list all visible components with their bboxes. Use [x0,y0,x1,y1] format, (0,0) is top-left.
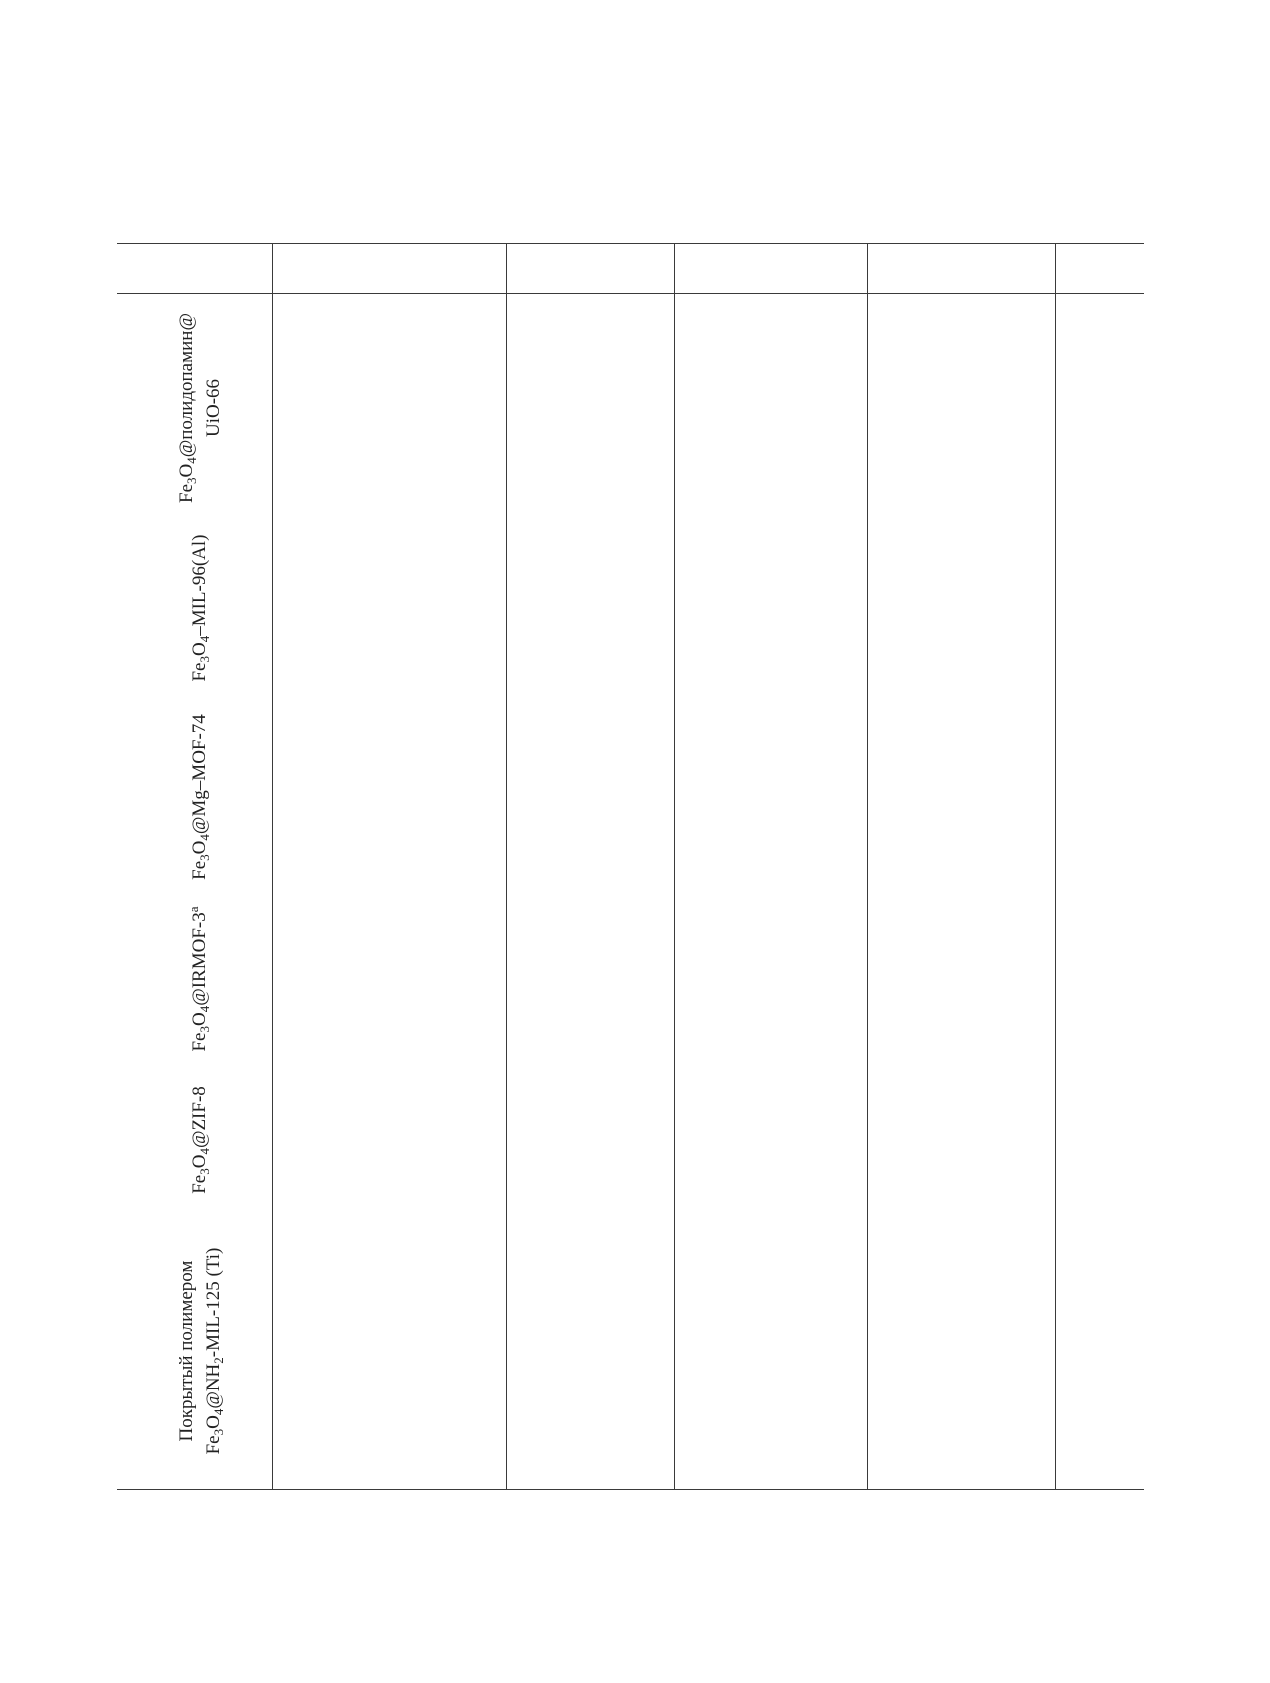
row-label-polydopamine-uio66: $Fe_3O_4@полидопамин@$ UiO-66 [176,313,224,503]
row-label-mg-mof74: $Fe_3O_4@Mg-MOF-74$ [189,714,212,880]
row-label-irmof3: $Fe_3O_4@IRMOF-3^a$ [186,906,212,1052]
column-divider [272,243,273,1490]
column-divider [674,243,675,1490]
row-label-zif8: $Fe_3O_4@ZIF-8$ [189,1086,212,1194]
row-label-polymer-coated-mil125: Покрытый полимером $Fe_3O_4@NH_2-MIL-125$ (Ti) [176,1247,226,1455]
column-divider [1055,243,1056,1490]
column-divider [867,243,868,1490]
row-label-mil96: $Fe_3O_4-MIL-96(Al)$ [189,534,212,682]
column-divider [506,243,507,1490]
